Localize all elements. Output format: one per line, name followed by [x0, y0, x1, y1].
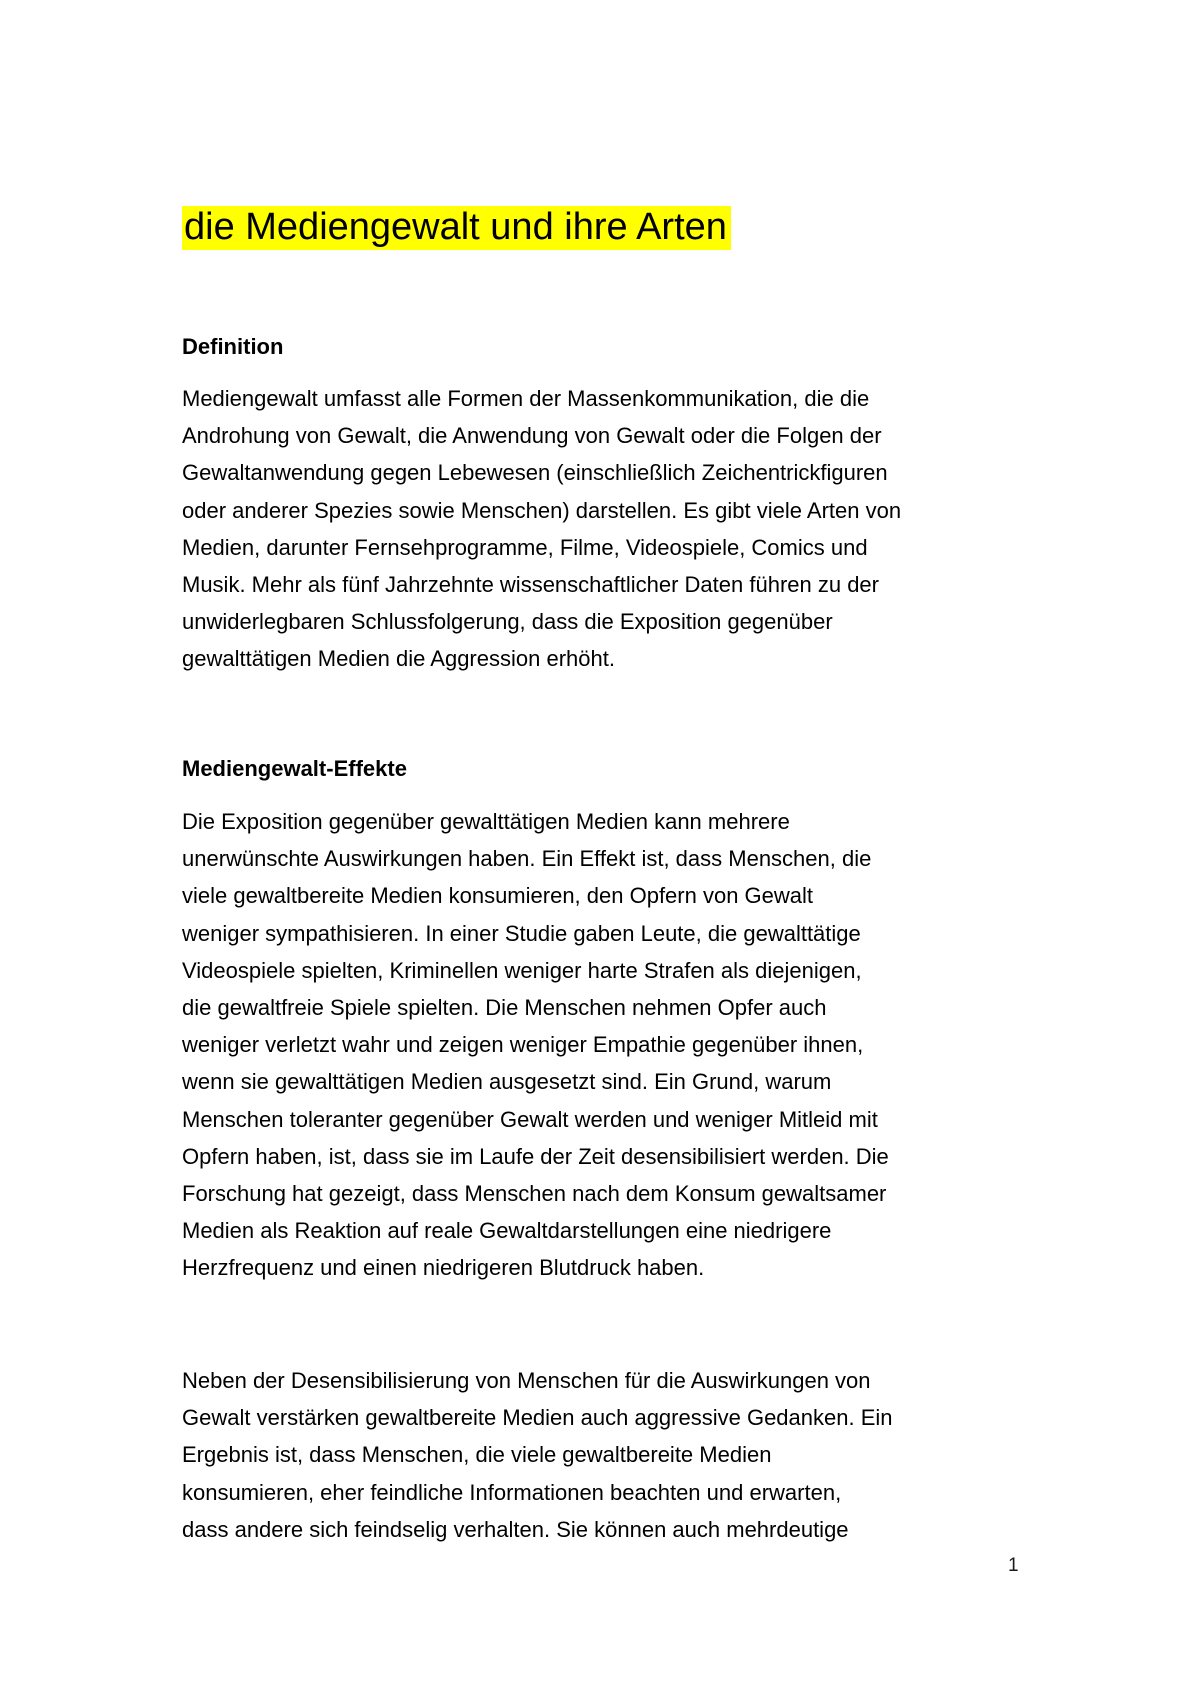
section-heading-definition: Definition — [182, 334, 284, 359]
text-line: wenn sie gewalttätigen Medien ausgesetzt sind. Ein Grund, warum — [182, 1069, 832, 1095]
text-line: weniger sympathisieren. In einer Studie gaben Leute, die gewalttätige — [182, 920, 861, 946]
text-line: oder anderer Spezies sowie Menschen) darstellen. Es gibt viele Arten von — [182, 497, 902, 523]
text-line: Androhung von Gewalt, die Anwendung von Gewalt oder die Folgen der — [182, 423, 882, 449]
text-line: Medien, darunter Fernsehprogramme, Filme, Videospiele, Comics und — [182, 534, 868, 560]
text-line: Opfern haben, ist, dass sie im Laufe der Zeit desensibilisiert werden. Die — [182, 1143, 889, 1169]
text-line: die gewaltfreie Spiele spielten. Die Menschen nehmen Opfer auch — [182, 995, 827, 1021]
text-line: Herzfrequenz und einen niedrigeren Blutdruck haben. — [182, 1255, 705, 1281]
text-line: Musik. Mehr als fünf Jahrzehnte wissenschaftlicher Daten führen zu der — [182, 572, 879, 598]
text-line: Gewaltanwendung gegen Lebewesen (einschließlich Zeichentrickfiguren — [182, 460, 888, 486]
text-line: Menschen toleranter gegenüber Gewalt werden und weniger Mitleid mit — [182, 1106, 878, 1132]
text-line: Die Exposition gegenüber gewalttätigen Medien kann mehrere — [182, 809, 790, 834]
text-line: Videospiele spielten, Kriminellen weniger harte Strafen als diejenigen, — [182, 957, 862, 983]
text-line: Forschung hat gezeigt, dass Menschen nach dem Konsum gewaltsamer — [182, 1181, 887, 1207]
paragraph-desensitization — [182, 1362, 1042, 1548]
document-title — [182, 198, 731, 256]
text-line: dass andere sich feindselig verhalten. Sie können auch mehrdeutige — [182, 1516, 849, 1542]
section-heading-effects: Mediengewalt-Effekte — [182, 756, 407, 781]
paragraph-effects — [182, 803, 1042, 1287]
text-line: Ergebnis ist, dass Menschen, die viele gewaltbereite Medien — [182, 1442, 772, 1468]
text-line: viele gewaltbereite Medien konsumieren, den Opfern von Gewalt — [182, 883, 814, 909]
text-line: unwiderlegbaren Schlussfolgerung, dass die Exposition gegenüber — [182, 609, 833, 635]
text-line: Mediengewalt umfasst alle Formen der Massenkommunikation, die die — [182, 386, 870, 411]
text-line: weniger verletzt wahr und zeigen weniger Empathie gegenüber ihnen, — [182, 1032, 864, 1058]
title-highlight: die Mediengewalt und ihre Arten — [182, 206, 731, 250]
text-line: Gewalt verstärken gewaltbereite Medien auch aggressive Gedanken. Ein — [182, 1405, 893, 1431]
page-number: 1 — [1008, 1555, 1019, 1576]
text-line: gewalttätigen Medien die Aggression erhöht. — [182, 646, 615, 672]
text-line: Neben der Desensibilisierung von Menschen für die Auswirkungen von — [182, 1368, 871, 1393]
paragraph-definition — [182, 380, 1042, 678]
text-line: Medien als Reaktion auf reale Gewaltdarstellungen eine niedrigere — [182, 1218, 832, 1244]
text-line: konsumieren, eher feindliche Informationen beachten und erwarten, — [182, 1479, 842, 1505]
text-line: unerwünschte Auswirkungen haben. Ein Effekt ist, dass Menschen, die — [182, 846, 872, 872]
